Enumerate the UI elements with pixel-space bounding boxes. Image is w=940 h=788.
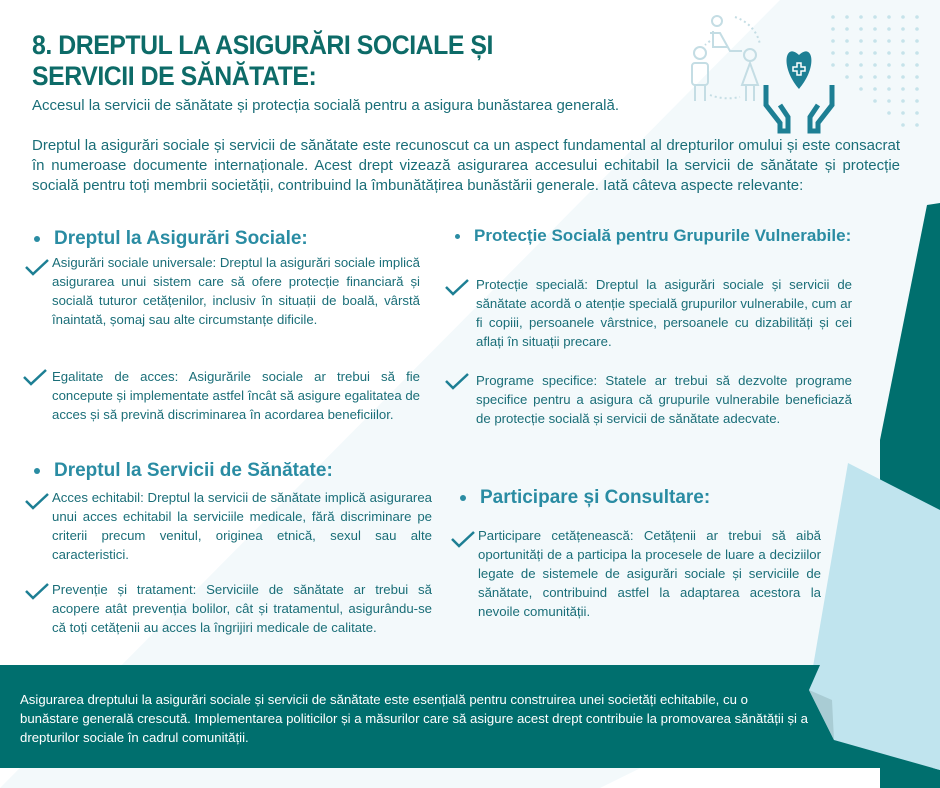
dot: [915, 123, 919, 127]
dot: [859, 51, 863, 55]
dot: [901, 111, 905, 115]
dot: [873, 51, 877, 55]
dot: [859, 15, 863, 19]
checkmark-icon: [24, 492, 50, 510]
dot: [915, 15, 919, 19]
dot: [915, 63, 919, 67]
dot: [859, 63, 863, 67]
dot: [873, 63, 877, 67]
dot: [887, 87, 891, 91]
dot: [859, 75, 863, 79]
checkmark-icon: [444, 372, 470, 390]
list-item: Acces echitabil: Dreptul la servicii de sănătate implică asigurarea unui acces echitabil la serviciile medicale, fără discriminare pe criterii precum venitul, originea etnică, sexul sau alte caracteristici.: [52, 490, 432, 562]
dot: [831, 15, 835, 19]
dot: [901, 51, 905, 55]
subtitle: Accesul la servicii de sănătate și protecția socială pentru a asigura bunăstarea generală.: [32, 97, 620, 114]
bullet-icon: [34, 236, 40, 242]
dot: [831, 27, 835, 31]
dot: [873, 87, 877, 91]
list-item: Protecție specială: Dreptul la asigurări sociale și servicii de sănătate acordă o atenție specială grupurilor vulnerabile, cum ar fi copiii, persoanele vârstnice, persoanele cu dizabilități și cei aflați în situații precare.: [476, 277, 852, 349]
list-item: Egalitate de acces: Asigurările sociale ar trebui să fie concepute și implementate astfel încât să asigure egalitatea de acces și să prevină discriminarea în acordarea beneficiilor.: [52, 369, 421, 422]
dot: [859, 27, 863, 31]
checkmark-icon: [22, 368, 48, 386]
bullet-icon: [34, 468, 40, 474]
dot: [845, 63, 849, 67]
dot: [873, 99, 877, 103]
page-title: 8. DREPTUL LA ASIGURĂRI SOCIALE ȘI SERVICII DE SĂNĂTATE:: [32, 30, 493, 91]
bullet-icon: [455, 234, 460, 239]
dot: [901, 15, 905, 19]
dot: [901, 123, 905, 127]
bullet-icon: [460, 495, 466, 501]
dot: [901, 27, 905, 31]
section-heading-participation: Participare și Consultare:: [460, 487, 710, 509]
health-hands-heart-icon: [680, 5, 940, 140]
dot: [845, 75, 849, 79]
dot: [901, 99, 905, 103]
dot: [845, 27, 849, 31]
dot: [915, 75, 919, 79]
dot: [887, 111, 891, 115]
section-heading-vulnerable-groups: Protecție Socială pentru Grupurile Vulnerabile:: [455, 226, 851, 246]
dot: [887, 15, 891, 19]
dot: [873, 27, 877, 31]
dot: [915, 87, 919, 91]
checkmark-icon: [24, 258, 50, 276]
dot: [887, 27, 891, 31]
dot: [915, 111, 919, 115]
checkmark-icon: [444, 278, 470, 296]
intro-paragraph: Dreptul la asigurări sociale și servicii de sănătate este recunoscut ca un aspect fundamental al drepturilor omului și este consacrat în numeroase documente internaționale. Acest drept vizează asigurarea accesului echitabil la servicii de sănătate și protecție socială pentru toți membrii societății, contribuind la îmbunătățirea bunăstării generale. Iată câteva aspecte relevante:: [32, 137, 900, 194]
list-item: Participare cetățenească: Cetățenii ar trebui să aibă oportunități de a participa la procesele de luare a deciziilor legate de sistemele de asigurări sociale și serviciile de sănătate, contribuind astfel la adaptarea acestora la nevoile comunității.: [478, 528, 821, 619]
dot: [831, 39, 835, 43]
dot: [887, 51, 891, 55]
dot: [915, 51, 919, 55]
list-item: Programe specifice: Statele ar trebui să dezvolte programe specifice pentru a asigura că grupurile vulnerabile beneficiază de protecție socială și servicii de sănătate adecvate.: [476, 373, 852, 426]
list-item: Asigurări sociale universale: Dreptul la asigurări sociale implică asigurarea unui sistem care să ofere protecție financiară și socială tuturor cetățenilor, inclusiv în situații de boală, vârstă înaintată, șomaj sau alte circumstanțe dificile.: [52, 255, 420, 327]
dot: [859, 87, 863, 91]
dot: [845, 51, 849, 55]
footer-text: Asigurarea dreptului la asigurări sociale și servicii de sănătate este esențială pentru construirea unei societăți echitabile, cu o bunăstare generală crescută. Implementarea politicilor și a măsurilor care să asigure acest drept contribuie la promovarea sănătății și a drepturilor sociale în cadrul comunității.: [20, 692, 808, 745]
dot: [915, 99, 919, 103]
dot: [901, 63, 905, 67]
dot: [887, 39, 891, 43]
dot: [873, 75, 877, 79]
dot: [901, 87, 905, 91]
dot: [831, 63, 835, 67]
dot: [901, 39, 905, 43]
dot: [873, 39, 877, 43]
dot: [887, 75, 891, 79]
dot: [915, 27, 919, 31]
section-heading-health-services: Dreptul la Servicii de Sănătate:: [34, 460, 333, 482]
dot: [887, 63, 891, 67]
checkmark-icon: [24, 582, 50, 600]
dot: [845, 39, 849, 43]
dot: [859, 39, 863, 43]
dot: [873, 15, 877, 19]
list-item: Prevenție și tratament: Serviciile de sănătate ar trebui să acopere atât prevenția bolilor, cât și tratamentul, asigurându-se că toți cetățenii au acces la îngrijiri medicale de calitate.: [52, 582, 432, 635]
section-heading-social-insurance: Dreptul la Asigurări Sociale:: [34, 228, 308, 250]
dot: [845, 15, 849, 19]
checkmark-icon: [450, 530, 476, 548]
dot: [887, 99, 891, 103]
dot: [915, 39, 919, 43]
dot: [901, 75, 905, 79]
dot: [831, 51, 835, 55]
